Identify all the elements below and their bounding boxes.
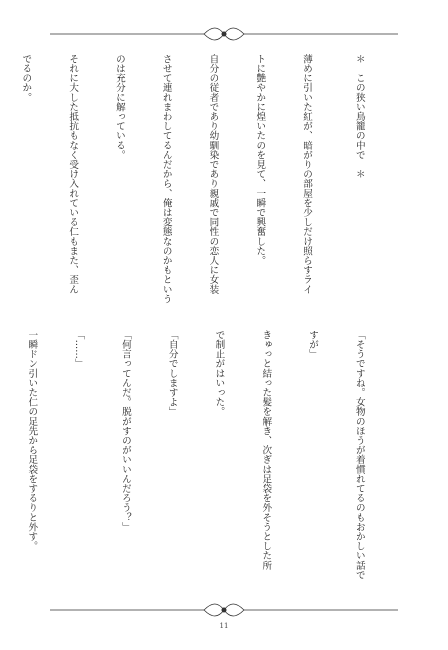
text-line: 「……」	[73, 330, 85, 369]
text-line: 薄めに引いた紅が、暗がりの部屋を少しだけ照らすライ	[301, 54, 313, 294]
lower-text-block	[26, 330, 398, 592]
text-line: させて連れまわしてるんだから、俺は変態なのかもという	[160, 54, 172, 304]
page-number: 11	[219, 622, 229, 630]
text-line: で制止がはいった。	[213, 330, 225, 417]
text-line: 自分の従者であり幼馴染であり親戚で同性の恋人に女装	[207, 54, 219, 294]
text-line: すが」	[307, 330, 319, 359]
section-title: ＊ この狭い鳥籠の中で ＊	[353, 54, 365, 179]
text-line: 「自分でしますよ」	[166, 330, 178, 417]
text-line: 一瞬ドン引いた仁の足先から足袋をするりと外す。	[26, 330, 38, 551]
text-line: でるのか。	[20, 54, 32, 102]
text-line: きゅっと結った髪を解き、次ぎは足袋を外そうとした所	[260, 330, 272, 570]
text-line: それに大した抵抗もなく受け入れている仁もまた、歪ん	[67, 54, 79, 294]
text-line: 「そうですね。女物のほうが着慣れてるのもおかしい話で	[353, 330, 365, 580]
upper-text-block	[20, 54, 398, 316]
top-ornament-divider	[0, 24, 448, 44]
bottom-ornament-divider	[0, 600, 448, 620]
text-line: 「何言ってんだ。脱がすのがいいんだろう？」	[119, 330, 131, 532]
text-line: トに艶やかに煌いたのを見て、一瞬で興奮した。	[254, 54, 266, 266]
text-line: のは充分に解っている。	[113, 54, 125, 160]
